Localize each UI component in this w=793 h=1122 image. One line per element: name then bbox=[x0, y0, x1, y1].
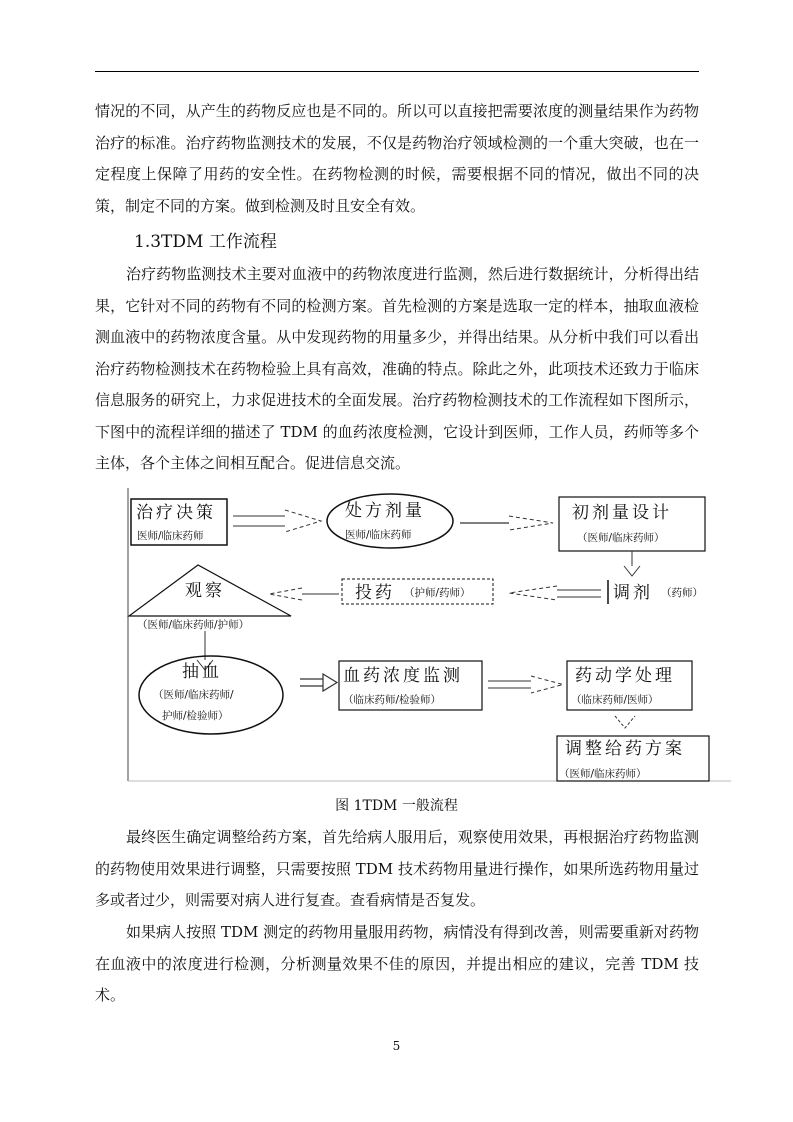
node-pharmacokinetics bbox=[567, 661, 692, 710]
svg-text:药动学处理: 药动学处理 bbox=[575, 666, 675, 686]
svg-text:（护师/药师）: （护师/药师） bbox=[404, 587, 471, 599]
node-treatment-decision bbox=[131, 499, 227, 545]
arrow-9-to-10 bbox=[615, 716, 635, 728]
node-dispensing bbox=[608, 580, 703, 604]
header-rule bbox=[95, 71, 699, 72]
svg-text:抽血: 抽血 bbox=[182, 662, 222, 682]
arrow-1-to-2 bbox=[233, 510, 321, 532]
svg-text:（药师）: （药师） bbox=[661, 587, 703, 599]
figure-caption: 图 1TDM 一般流程 bbox=[335, 798, 458, 814]
svg-text:调剂: 调剂 bbox=[613, 583, 653, 603]
paragraph-3: 最终医生确定调整给药方案，首先给病人服用后，观察使用效果，再根据治疗药物监测的药物使用效果进行调整，只需要按照 TDM 技术药物用量进行操作，如果所选药物用量过多或者过少，则需要对病人进行复查。查看病情是否复发。 bbox=[95, 828, 699, 909]
paragraph-1: 情况的不同，从产生的药物反应也是不同的。所以可以直接把需要浓度的测量结果作为药物治疗的标准。治疗药物监测技术的发展，不仅是药物治疗领域检测的一个重大突破，也在一定程度上保障了用药的安全性。在药物检测的时候，需要根据不同的情况，做出不同的决策，制定不同的方案。做到检测及时且安全有效。 bbox=[95, 102, 699, 215]
svg-text:护师/检验师）: 护师/检验师） bbox=[162, 710, 229, 722]
svg-text:处方剂量: 处方剂量 bbox=[345, 501, 425, 521]
svg-text:血药浓度监测: 血药浓度监测 bbox=[343, 666, 463, 686]
tdm-flowchart bbox=[127, 488, 731, 783]
svg-text:调整给药方案: 调整给药方案 bbox=[565, 739, 685, 759]
node-initial-dose-design bbox=[559, 497, 705, 551]
arrow-7-to-8 bbox=[300, 674, 337, 691]
svg-text:观察: 观察 bbox=[185, 581, 225, 601]
arrow-4-to-5 bbox=[509, 586, 601, 600]
section-heading: 1.3TDM 工作流程 bbox=[134, 232, 277, 252]
node-prescription-dose bbox=[327, 494, 453, 548]
node-administration bbox=[342, 579, 493, 604]
svg-text:（医师/临床药师/: （医师/临床药师/ bbox=[153, 689, 234, 701]
arrow-2-to-3 bbox=[460, 516, 553, 530]
svg-text:（医师/临床药师）: （医师/临床药师） bbox=[559, 768, 647, 780]
svg-text:医师/临床药师: 医师/临床药师 bbox=[345, 529, 412, 541]
svg-text:初剂量设计: 初剂量设计 bbox=[572, 503, 672, 523]
flowchart-svg bbox=[127, 488, 731, 783]
svg-text:投药: 投药 bbox=[355, 583, 395, 603]
svg-text:治疗决策: 治疗决策 bbox=[136, 503, 216, 523]
paragraph-4: 如果病人按照 TDM 测定的药物用量服用药物，病情没有得到改善，则需要重新对药物在血液中的浓度进行检测，分析测量效果不佳的原因，并提出相应的建议，完善 TDM 技术。 bbox=[95, 923, 699, 1004]
arrow-5-to-6 bbox=[269, 588, 339, 600]
svg-text:（临床药师/检验师）: （临床药师/检验师） bbox=[343, 694, 442, 706]
page-number: 5 bbox=[392, 1039, 401, 1053]
arrow-8-to-9 bbox=[488, 676, 563, 693]
node-blood-level-monitoring bbox=[339, 661, 482, 710]
svg-text:（临床药师/医师）: （临床药师/医师） bbox=[571, 694, 659, 706]
arrow-3-to-4 bbox=[624, 551, 640, 576]
svg-text:医师/临床药师: 医师/临床药师 bbox=[137, 530, 204, 542]
svg-text:（医师/临床药师）: （医师/临床药师） bbox=[577, 532, 665, 544]
node-observation bbox=[129, 565, 291, 631]
paragraph-2: 治疗药物监测技术主要对血液中的药物浓度进行监测，然后进行数据统计，分析得出结果，它针对不同的药物有不同的检测方案。首先检测的方案是选取一定的样本，抽取血液检测血液中的药物浓度含量。从中发现药物的用量多少，并得出结果。从分析中我们可以看出治疗药物检测技术在药物检验上具有高效，准确的特点。除此之外，此项技术还致力于临床信息服务的研究上，力求促进技术的全面发展。治疗药物检测技术的工作流程如下图所示，下图中的流程详细的描述了 TDM 的血药浓度检测，它设计到医师，工作人员，药师等多个主体，各个主体之间相互配合。促进信息交流。 bbox=[95, 265, 699, 472]
svg-text:（医师/临床药师/护师）: （医师/临床药师/护师） bbox=[137, 619, 250, 631]
node-blood-draw bbox=[139, 656, 283, 734]
node-adjust-regimen bbox=[557, 736, 709, 781]
